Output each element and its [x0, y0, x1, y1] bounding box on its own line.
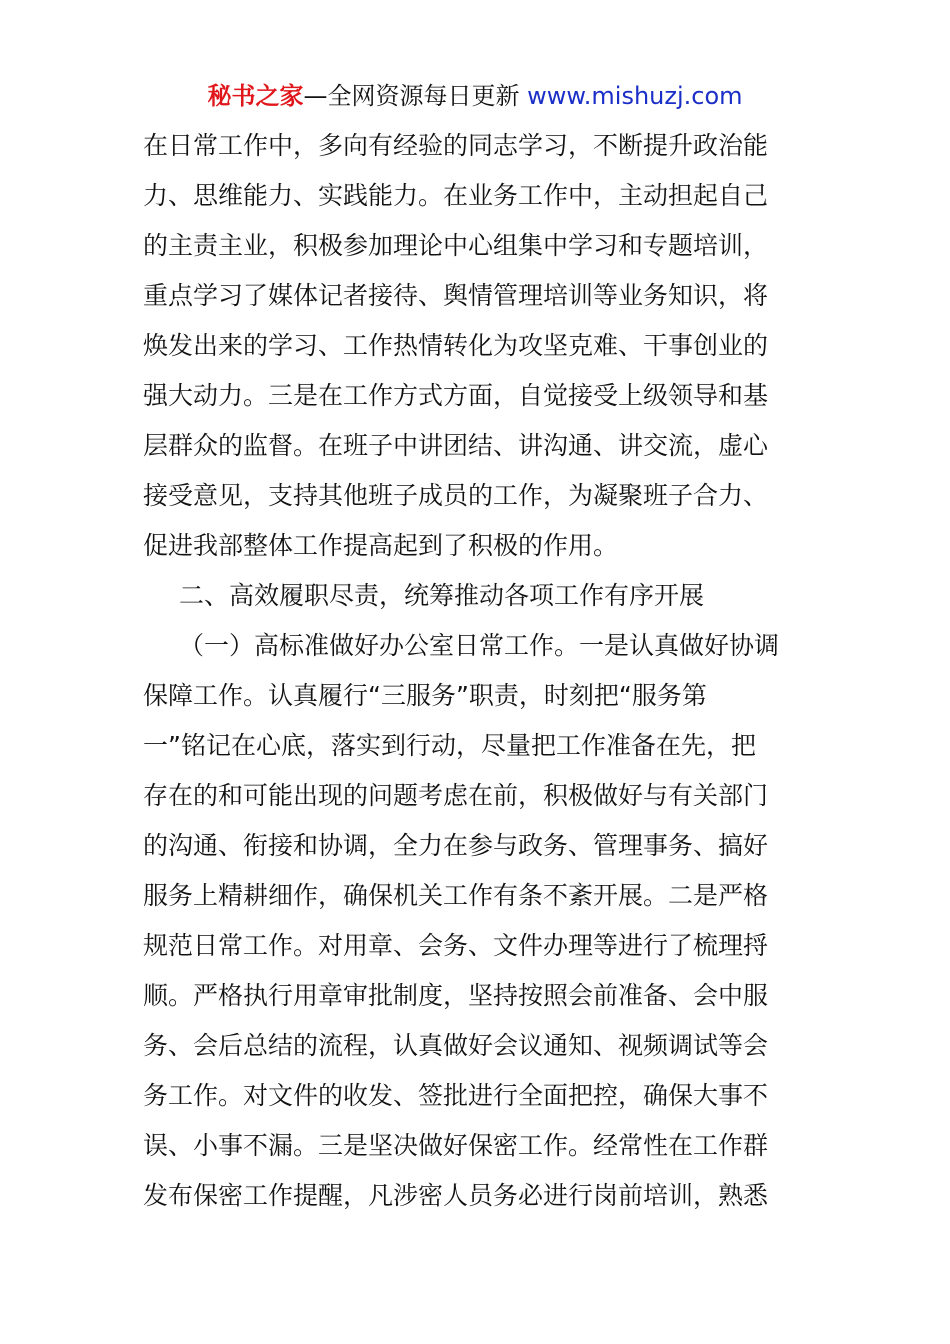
site-url[interactable]: www.mishuzj.com — [527, 82, 743, 110]
text-line: 规范日常工作。对用章、会务、文件办理等进行了梳理捋 — [143, 931, 769, 960]
text-line: 务、会后总结的流程，认真做好会议通知、视频调试等会 — [143, 1031, 769, 1060]
text-line: 在日常工作中，多向有经验的同志学习，不断提升政治能 — [143, 131, 769, 160]
site-tagline: —全网资源每日更新 — [303, 82, 528, 110]
text-line: 保障工作。认真履行“三服务”职责，时刻把“服务第 — [143, 681, 707, 710]
section-heading: 二、高效履职尽责，统筹推动各项工作有序开展 — [179, 581, 705, 610]
text-line: 服务上精耕细作，确保机关工作有条不紊开展。二是严格 — [143, 881, 769, 910]
text-line: 务工作。对文件的收发、签批进行全面把控，确保大事不 — [143, 1081, 769, 1110]
text-line: 促进我部整体工作提高起到了积极的作用。 — [143, 531, 619, 560]
subsection-start-line: （一）高标准做好办公室日常工作。一是认真做好协调 — [179, 631, 780, 660]
document-body — [143, 121, 815, 1221]
text-line: 的主责主业，积极参加理论中心组集中学习和专题培训， — [143, 231, 769, 260]
text-line: 强大动力。三是在工作方式方面，自觉接受上级领导和基 — [143, 381, 769, 410]
text-line: 层群众的监督。在班子中讲团结、讲沟通、讲交流，虚心 — [143, 431, 769, 460]
site-brand: 秘书之家 — [207, 82, 304, 110]
text-line: 顺。严格执行用章审批制度，坚持按照会前准备、会中服 — [143, 981, 769, 1010]
text-line: 的沟通、衔接和协调，全力在参与政务、管理事务、搞好 — [143, 831, 769, 860]
text-line: 接受意见，支持其他班子成员的工作，为凝聚班子合力、 — [143, 481, 769, 510]
page-header — [0, 78, 950, 114]
text-line: 存在的和可能出现的问题考虑在前，积极做好与有关部门 — [143, 781, 769, 810]
text-line: 误、小事不漏。三是坚决做好保密工作。经常性在工作群 — [143, 1131, 769, 1160]
text-line: 力、思维能力、实践能力。在业务工作中，主动担起自己 — [143, 181, 769, 210]
text-line: 重点学习了媒体记者接待、舆情管理培训等业务知识，将 — [143, 281, 769, 310]
text-line: 一”铭记在心底，落实到行动，尽量把工作准备在先，把 — [143, 731, 756, 760]
text-line: 发布保密工作提醒，凡涉密人员务必进行岗前培训，熟悉 — [143, 1181, 769, 1210]
text-line: 焕发出来的学习、工作热情转化为攻坚克难、干事创业的 — [143, 331, 769, 360]
